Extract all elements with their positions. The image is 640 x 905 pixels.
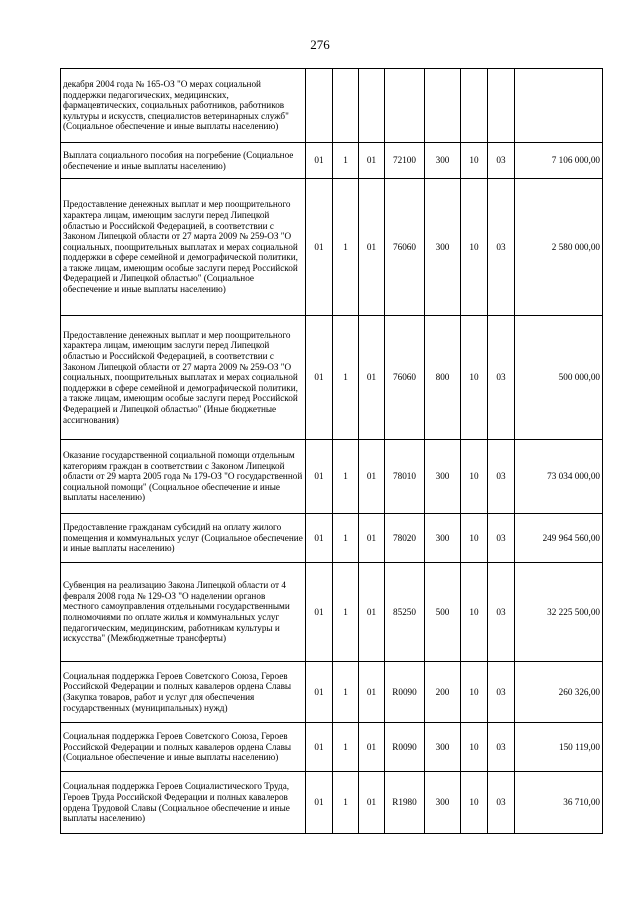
row-description: Предоставление денежных выплат и мер поощрительного характера лицам, имеющим заслуги перед Липецкой областью и Российской Федерацией, в соответствии с Законом Липецкой области от 27 марта 2009 № 259-ОЗ "О социальных, поощрительных выплатах и мерах социальной поддержки в сфере семейной и демографической политики, а также лицам, имеющим особые заслуги перед Российской Федерацией и Липецкой областью" (Социальное обеспечение и иные выплаты населению) xyxy=(61,179,306,316)
row-code-1: 01 xyxy=(306,514,333,563)
row-amount: 32 225 500,00 xyxy=(515,563,603,662)
row-target-code: 76060 xyxy=(385,179,425,316)
row-code-2 xyxy=(333,69,359,143)
row-description: Предоставление денежных выплат и мер поощрительного характера лицам, имеющим заслуги перед Липецкой областью и Российской Федерацией, в соответствии с Законом Липецкой области от 27 марта 2009 № 259-ОЗ "О социальных, поощрительных выплатах и мерах социальной поддержки в сфере семейной и демографической политики, а также лицам, имеющим особые заслуги перед Российской Федерацией и Липецкой областью" (Иные бюджетные ассигнования) xyxy=(61,316,306,440)
row-subsection: 03 xyxy=(488,143,515,179)
row-code-1: 01 xyxy=(306,772,333,834)
row-section: 10 xyxy=(461,440,488,514)
row-section: 10 xyxy=(461,179,488,316)
row-amount: 500 000,00 xyxy=(515,316,603,440)
row-expense-type xyxy=(425,69,461,143)
row-target-code: R1980 xyxy=(385,772,425,834)
row-description: Выплата социального пособия на погребение (Социальное обеспечение и иные выплаты населению) xyxy=(61,143,306,179)
row-section: 10 xyxy=(461,514,488,563)
row-section: 10 xyxy=(461,563,488,662)
table-row xyxy=(61,514,603,563)
row-code-3: 01 xyxy=(359,563,385,662)
row-amount: 73 034 000,00 xyxy=(515,440,603,514)
row-subsection: 03 xyxy=(488,723,515,772)
row-expense-type: 800 xyxy=(425,316,461,440)
row-target-code: R0090 xyxy=(385,723,425,772)
row-code-1: 01 xyxy=(306,143,333,179)
row-code-3: 01 xyxy=(359,179,385,316)
table-row xyxy=(61,723,603,772)
row-expense-type: 300 xyxy=(425,772,461,834)
row-code-3: 01 xyxy=(359,514,385,563)
row-code-3: 01 xyxy=(359,143,385,179)
row-code-1 xyxy=(306,69,333,143)
row-subsection: 03 xyxy=(488,179,515,316)
row-code-2: 1 xyxy=(333,440,359,514)
row-section: 10 xyxy=(461,723,488,772)
row-amount: 2 580 000,00 xyxy=(515,179,603,316)
budget-table xyxy=(60,68,603,834)
row-expense-type: 300 xyxy=(425,179,461,316)
row-code-1: 01 xyxy=(306,316,333,440)
row-subsection: 03 xyxy=(488,440,515,514)
row-target-code: 72100 xyxy=(385,143,425,179)
row-amount: 36 710,00 xyxy=(515,772,603,834)
row-amount: 7 106 000,00 xyxy=(515,143,603,179)
row-expense-type: 300 xyxy=(425,723,461,772)
table-row xyxy=(61,440,603,514)
row-amount: 260 326,00 xyxy=(515,662,603,723)
row-code-1: 01 xyxy=(306,179,333,316)
row-amount: 150 119,00 xyxy=(515,723,603,772)
row-subsection xyxy=(488,69,515,143)
row-code-3: 01 xyxy=(359,662,385,723)
row-code-2: 1 xyxy=(333,723,359,772)
row-code-3: 01 xyxy=(359,723,385,772)
row-target-code: 85250 xyxy=(385,563,425,662)
table-row xyxy=(61,563,603,662)
table-row xyxy=(61,662,603,723)
row-subsection: 03 xyxy=(488,563,515,662)
row-code-2: 1 xyxy=(333,179,359,316)
row-code-3: 01 xyxy=(359,440,385,514)
row-description: Социальная поддержка Героев Советского Союза, Героев Российской Федерации и полных кавалеров ордена Славы (Социальное обеспечение и иные выплаты населению) xyxy=(61,723,306,772)
row-code-2: 1 xyxy=(333,563,359,662)
table-row xyxy=(61,772,603,834)
row-subsection: 03 xyxy=(488,316,515,440)
row-description: Оказание государственной социальной помощи отдельным категориям граждан в соответствии с Законом Липецкой области от 29 марта 2005 года № 179-ОЗ "О государственной социальной помощи" (Социальное обеспечение и иные выплаты населению) xyxy=(61,440,306,514)
row-code-2: 1 xyxy=(333,772,359,834)
row-code-2: 1 xyxy=(333,514,359,563)
row-target-code xyxy=(385,69,425,143)
row-section xyxy=(461,69,488,143)
row-code-3 xyxy=(359,69,385,143)
row-target-code: 78010 xyxy=(385,440,425,514)
row-subsection: 03 xyxy=(488,772,515,834)
row-section: 10 xyxy=(461,772,488,834)
row-expense-type: 300 xyxy=(425,143,461,179)
table-row xyxy=(61,179,603,316)
table-row xyxy=(61,69,603,143)
table-row xyxy=(61,316,603,440)
row-subsection: 03 xyxy=(488,514,515,563)
row-description: Предоставление гражданам субсидий на оплату жилого помещения и коммунальных услуг (Социальное обеспечение и иные выплаты населению) xyxy=(61,514,306,563)
row-section: 10 xyxy=(461,316,488,440)
row-description: Социальная поддержка Героев Советского Союза, Героев Российской Федерации и полных кавалеров ордена Славы (Закупка товаров, работ и услуг для обеспечения государственных (муниципальных) нужд) xyxy=(61,662,306,723)
row-code-2: 1 xyxy=(333,662,359,723)
row-code-2: 1 xyxy=(333,316,359,440)
table-row xyxy=(61,143,603,179)
row-code-1: 01 xyxy=(306,563,333,662)
row-expense-type: 300 xyxy=(425,440,461,514)
row-code-3: 01 xyxy=(359,772,385,834)
row-code-1: 01 xyxy=(306,662,333,723)
row-expense-type: 300 xyxy=(425,514,461,563)
row-target-code: 78020 xyxy=(385,514,425,563)
row-code-3: 01 xyxy=(359,316,385,440)
page-number: 276 xyxy=(310,37,330,52)
row-code-1: 01 xyxy=(306,440,333,514)
row-code-2: 1 xyxy=(333,143,359,179)
row-description: Субвенция на реализацию Закона Липецкой области от 4 февраля 2008 года № 129-ОЗ "О наделении органов местного самоуправления отдельными государственными полномочиями по оплате жилья и коммунальных услуг педагогическим, медицинским, работникам культуры и искусства" (Межбюджетные трансферты) xyxy=(61,563,306,662)
row-expense-type: 500 xyxy=(425,563,461,662)
row-section: 10 xyxy=(461,662,488,723)
row-target-code: R0090 xyxy=(385,662,425,723)
row-description: декабря 2004 года № 165-ОЗ "О мерах социальной поддержки педагогических, медицинских, фармацевтических, социальных работников, работников культуры и искусств, специалистов ветеринарных служб" (Социальное обеспечение и иные выплаты населению) xyxy=(61,69,306,143)
row-amount: 249 964 560,00 xyxy=(515,514,603,563)
row-amount xyxy=(515,69,603,143)
row-description: Социальная поддержка Героев Социалистического Труда, Героев Труда Российской Федерации и полных кавалеров ордена Трудовой Славы (Социальное обеспечение и иные выплаты населению) xyxy=(61,772,306,834)
row-section: 10 xyxy=(461,143,488,179)
row-target-code: 76060 xyxy=(385,316,425,440)
row-subsection: 03 xyxy=(488,662,515,723)
row-expense-type: 200 xyxy=(425,662,461,723)
row-code-1: 01 xyxy=(306,723,333,772)
